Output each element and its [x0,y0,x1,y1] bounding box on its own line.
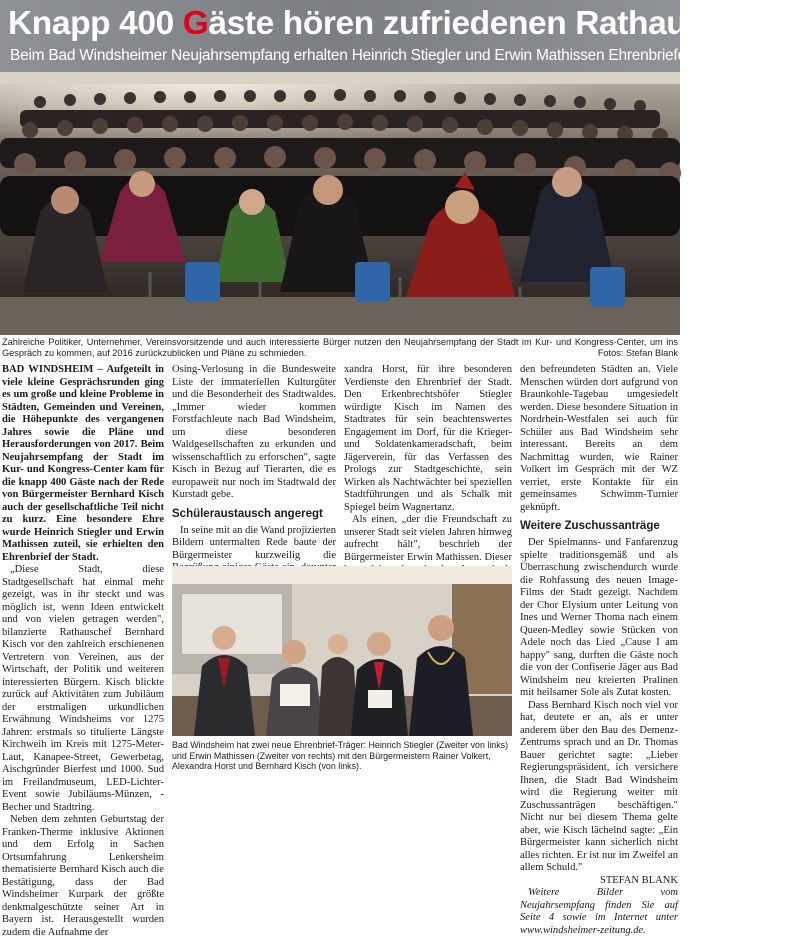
article-paragraph: In seine mit an die Wand projizierten Bildern untermalten Rede baute der Bürgermeister kurzweilig die [172,524,336,561]
article-column-2 [172,364,336,570]
article-paragraph: xandra Horst, für ihre besonderen Verdienste den Ehrenbrief der Stadt. Den Erkenbrechtshöfer Stiegler würdigte Kisch im Namen des Stadtrates für sein beachtenswertes Engagement im Dorf, für die Krieger- und Soldatenkameradschaft, beim Jägerverein, für das Verfassen des Prologs zur Stadtgeschichte, sein Wirken als Nachtwächter bei speziellen Stadtführungen und als Schalk mit Spiegel beim Wagnertanz. [344,364,512,513]
headline-accent-letter: G [182,5,209,42]
honorees-photo-caption: Bad Windsheim hat zwei neue Ehrenbrief-Träger: Heinrich Stiegler (Zweiter von links) und Erwin Mathissen (Zweiter von rechts) mit den Bürgermeistern Rainer Volkert, Alexandra Horst und Bernhard Kisch (von links). [172,740,509,771]
article-paragraph: den befreundeten Städten an. Viele Menschen würden dort aufgrund von Braunkohle-Tagebau umgesiedelt werden. Diese besondere Situation in Nordrhein-Westfalen sei auch für Schüler aus Bad Windsheim sehr interessant. Bereits an dem Nachmittag wurden, wie Rainer Volkert im Gespräch mit der WZ verriet, erste Kontakte für ein gemeinsames Schwimm-Turnier geknüpft. [520,364,678,513]
section-heading: Weitere Zuschussanträge [520,520,660,532]
article-paragraph: Dass Bernhard Kisch noch viel vor hat, deutete er an, als er unter anderem über den Bau des Demenz-Zentrums sprach und an Dr. Thomas Bauer gerichtet sagte: „Lieber Regierungspräsident, ich versichere Ihnen, die Stadt Bad Windsheim wird die Regierung weiter mit Zuschussanträgen beschäftigen." Nicht nur bei diesem Thema gelte aber, wie Kisch lächelnd sagte: „Ein Bürgermeister kann sicherlich nicht alles richten. Er ist nur im Zweifel an allem Schuld." [520,699,678,873]
article-lead: BAD WINDSHEIM – Aufgeteilt in viele kleine Gesprächsrunden ging es um große und kleine Probleme in Städten, Gemeinden und Vereinen, die Höhepunkte des vergangenen Jahres sowie die Pläne und Herausforderungen von 2017. Beim Neujahrsempfang der Stadt im Kur- und Kongress-Center kam für die knapp 400 Gäste nach der Rede von Bürgermeister Bernhard Kisch auch der gesellschaftliche Teil nicht zu kurz. Eine besondere Ehre wurde Heinrich Stiegler und Erwin Mathissen zuteil, sie erhielten den Ehrenbrief der Stadt. [2,364,164,563]
article-paragraph: Neben dem zehnten Geburtstag der Franken-Therme inklusive Aktionen und dem Erfolg in Sachen Ortsumfahrung Lenkersheim thematisierte Bernhard Kisch auch die Bestätigung, dass der Bad Windsheimer Kurpark der größte denkmalgeschützte seiner Art in Bayern ist. Herausgestellt wurden zudem die Aufnahme der [2,814,164,938]
author-byline: STEFAN BLANK [599,874,678,886]
section-heading: Schüleraustausch angeregt [172,507,323,520]
audience-photo [0,72,680,335]
article-column-3 [344,364,512,570]
audience-photo-caption: Zahlreiche Politiker, Unternehmer, Vereinsvorsitzende und auch interessierte Bürger nutzen den Neujahrsempfang der Stadt im Kur- und Kongress-Center, um ins Gespräch zu kommen, auf 2016 zurückzublicken und Pläne zu schmieden. Fotos: Stefan Blank [2,337,678,359]
subheadline: Beim Bad Windsheimer Neujahrsempfang erhalten Heinrich Stiegler und Erwin Mathissen Ehrenbriefe [10,47,686,64]
article-paragraph: „Diese Stadt, diese Stadtgesellschaft hat einmal mehr gezeigt, was in ihr steckt und was möglich ist, wenn Ideen entwickelt und von vielen getragen werden", bilanzierte Rathauschef Bernhard Kisch vor den zahlreich erschienenen Vertretern von Vereinen, aus der Wirtschaft, der Politik und weiteren interessierten Bürgern. Kisch blickte zurück auf Aktivitäten zum Jubiläum der erstmaligen urkundlichen Erwähnung Windsheims vor 1275 Jahren: erstmals so titulierte Längste Kirchweih im Kreis mit 1275-Meter-Laut, Kanapee-Street, Gewerbetag, Aischgründer Bierfest und 1000. Sud im Freilandmuseum, LED-Lichter-Event sowie Jubiläums-Münzen, -Becher und Stadtring. [2,564,164,813]
photo-credit: Fotos: Stefan Blank [597,348,678,359]
article-paragraph: Der Spielmanns- und Fanfarenzug spielte traditionsgemäß und als Überraschung zwischendurch wurde die Rohfassung des neuen Image-Films der Stadt gezeigt. Nachdem der Chor Elysium unter Leitung von Ines und Werner Thoma nach einem Queen-Medley sowie Stücken von Adele noch das Lied „Cause I am happy" sang, durften die Gäste noch die von der Confiserie Jäger aus Bad Windsheim neu kreierten Pralinen mit heilsamer Sole als Zutat kosten. [520,537,678,698]
headline: Knapp 400 Gäste hören zufriedenen Rathaus-Chef [8,5,788,42]
more-pictures-note: Weitere Bilder vom Neujahrsempfang finden Sie auf Seite 4 sowie im Internet unter www.windsheimer-zeitung.de. [520,887,678,936]
honorees-photo [172,566,512,736]
article-column-4 [520,364,678,937]
article-paragraph: Osing-Verlosung in die Bundesweite Liste der immateriellen Kulturgüter und die Besonderheit des Stadtwaldes. „Immer wieder kommen Forstfachleute nach Bad Windsheim, um diese besonderen Waldgesellschaften zu erkunden und wissenschaftlich zu erforschen", sagte Kisch in Bezug auf Tierarten, die es europaweit nur noch im Stadtwald der Kurstadt gebe. [172,364,336,500]
article-paragraph: Als einen, „der die Freundschaft zu unserer Stadt seit vielen Jahren himweg aufrecht hält", beschrieb der Bürgermeister Erwin Mathissen. Dieser [344,514,512,563]
article-column-1 [2,364,164,939]
